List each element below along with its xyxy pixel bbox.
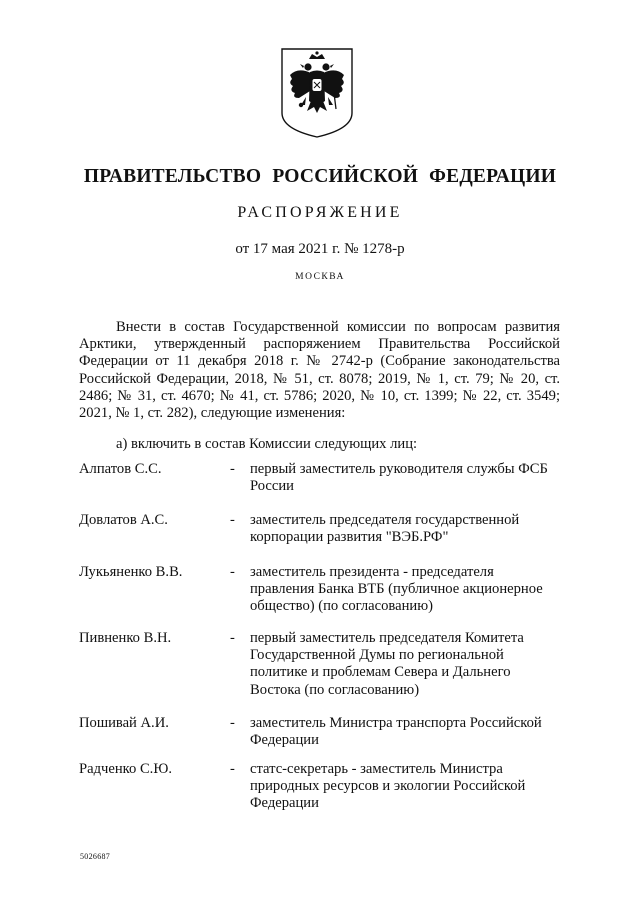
member-dash: - [230, 630, 235, 646]
member-row [79, 512, 569, 564]
member-position: первый заместитель председателя Комитета Государственной Думы по региональной политике и проблемам Севера и Дальнего Востока (по согласованию) [250, 630, 524, 698]
member-list [79, 461, 569, 821]
member-dash: - [230, 715, 235, 731]
member-name: Пошивай А.И. [79, 715, 169, 731]
member-position: заместитель председателя государственной корпорации развития "ВЭБ.РФ" [250, 512, 520, 546]
member-name: Довлатов А.С. [79, 512, 168, 528]
document-code: 5026687 [80, 852, 111, 861]
document-type: РАСПОРЯЖЕНИЕ [237, 204, 403, 221]
preamble-paragraph: Внести в состав Государственной комиссии по вопросам развития Арктики, утвержденный распоряжением Правительства Российской Федерации от 11 декабря 2018 г. № 2742-р (Собрание законодательства Российской Федерации, 2018, № 51, ст. 8078; 2019, № 1, ст. 79; № 20, ст. 2486; № 31, ст. 4670; № 41, ст. 5786; 2020, № 10, ст. 1399; № 22, ст. 3549; 2021, № 1, ст. 282), следующие изменения: [79, 319, 560, 422]
member-position: заместитель Министра транспорта Российской Федерации [250, 715, 542, 749]
member-dash: - [230, 512, 235, 528]
member-row [79, 564, 569, 630]
document-date-number: от 17 мая 2021 г. № 1278-р [235, 241, 405, 257]
item-a-intro: а) включить в состав Комиссии следующих лиц: [116, 436, 418, 452]
member-name: Алпатов С.С. [79, 461, 162, 477]
member-position: заместитель президента - председателя правления Банка ВТБ (публичное акционерное общество) (по согласованию) [250, 564, 543, 615]
member-name: Радченко С.Ю. [79, 761, 172, 777]
member-row [79, 715, 569, 761]
member-row [79, 630, 569, 715]
member-name: Пивненко В.Н. [79, 630, 172, 646]
member-dash: - [230, 461, 235, 477]
government-title: ПРАВИТЕЛЬСТВО РОССИЙСКОЙ ФЕДЕРАЦИИ [83, 166, 557, 187]
member-name: Лукьяненко В.В. [79, 564, 183, 580]
member-position: первый заместитель руководителя службы ФСБ России [250, 461, 548, 495]
member-position: статс-секретарь - заместитель Министра природных ресурсов и экологии Российской Федерации [250, 761, 526, 812]
member-dash: - [230, 761, 235, 777]
member-row [79, 761, 569, 821]
member-dash: - [230, 564, 235, 580]
member-row [79, 461, 569, 512]
document-city: МОСКВА [295, 272, 345, 282]
coat-of-arms-icon [272, 45, 362, 140]
